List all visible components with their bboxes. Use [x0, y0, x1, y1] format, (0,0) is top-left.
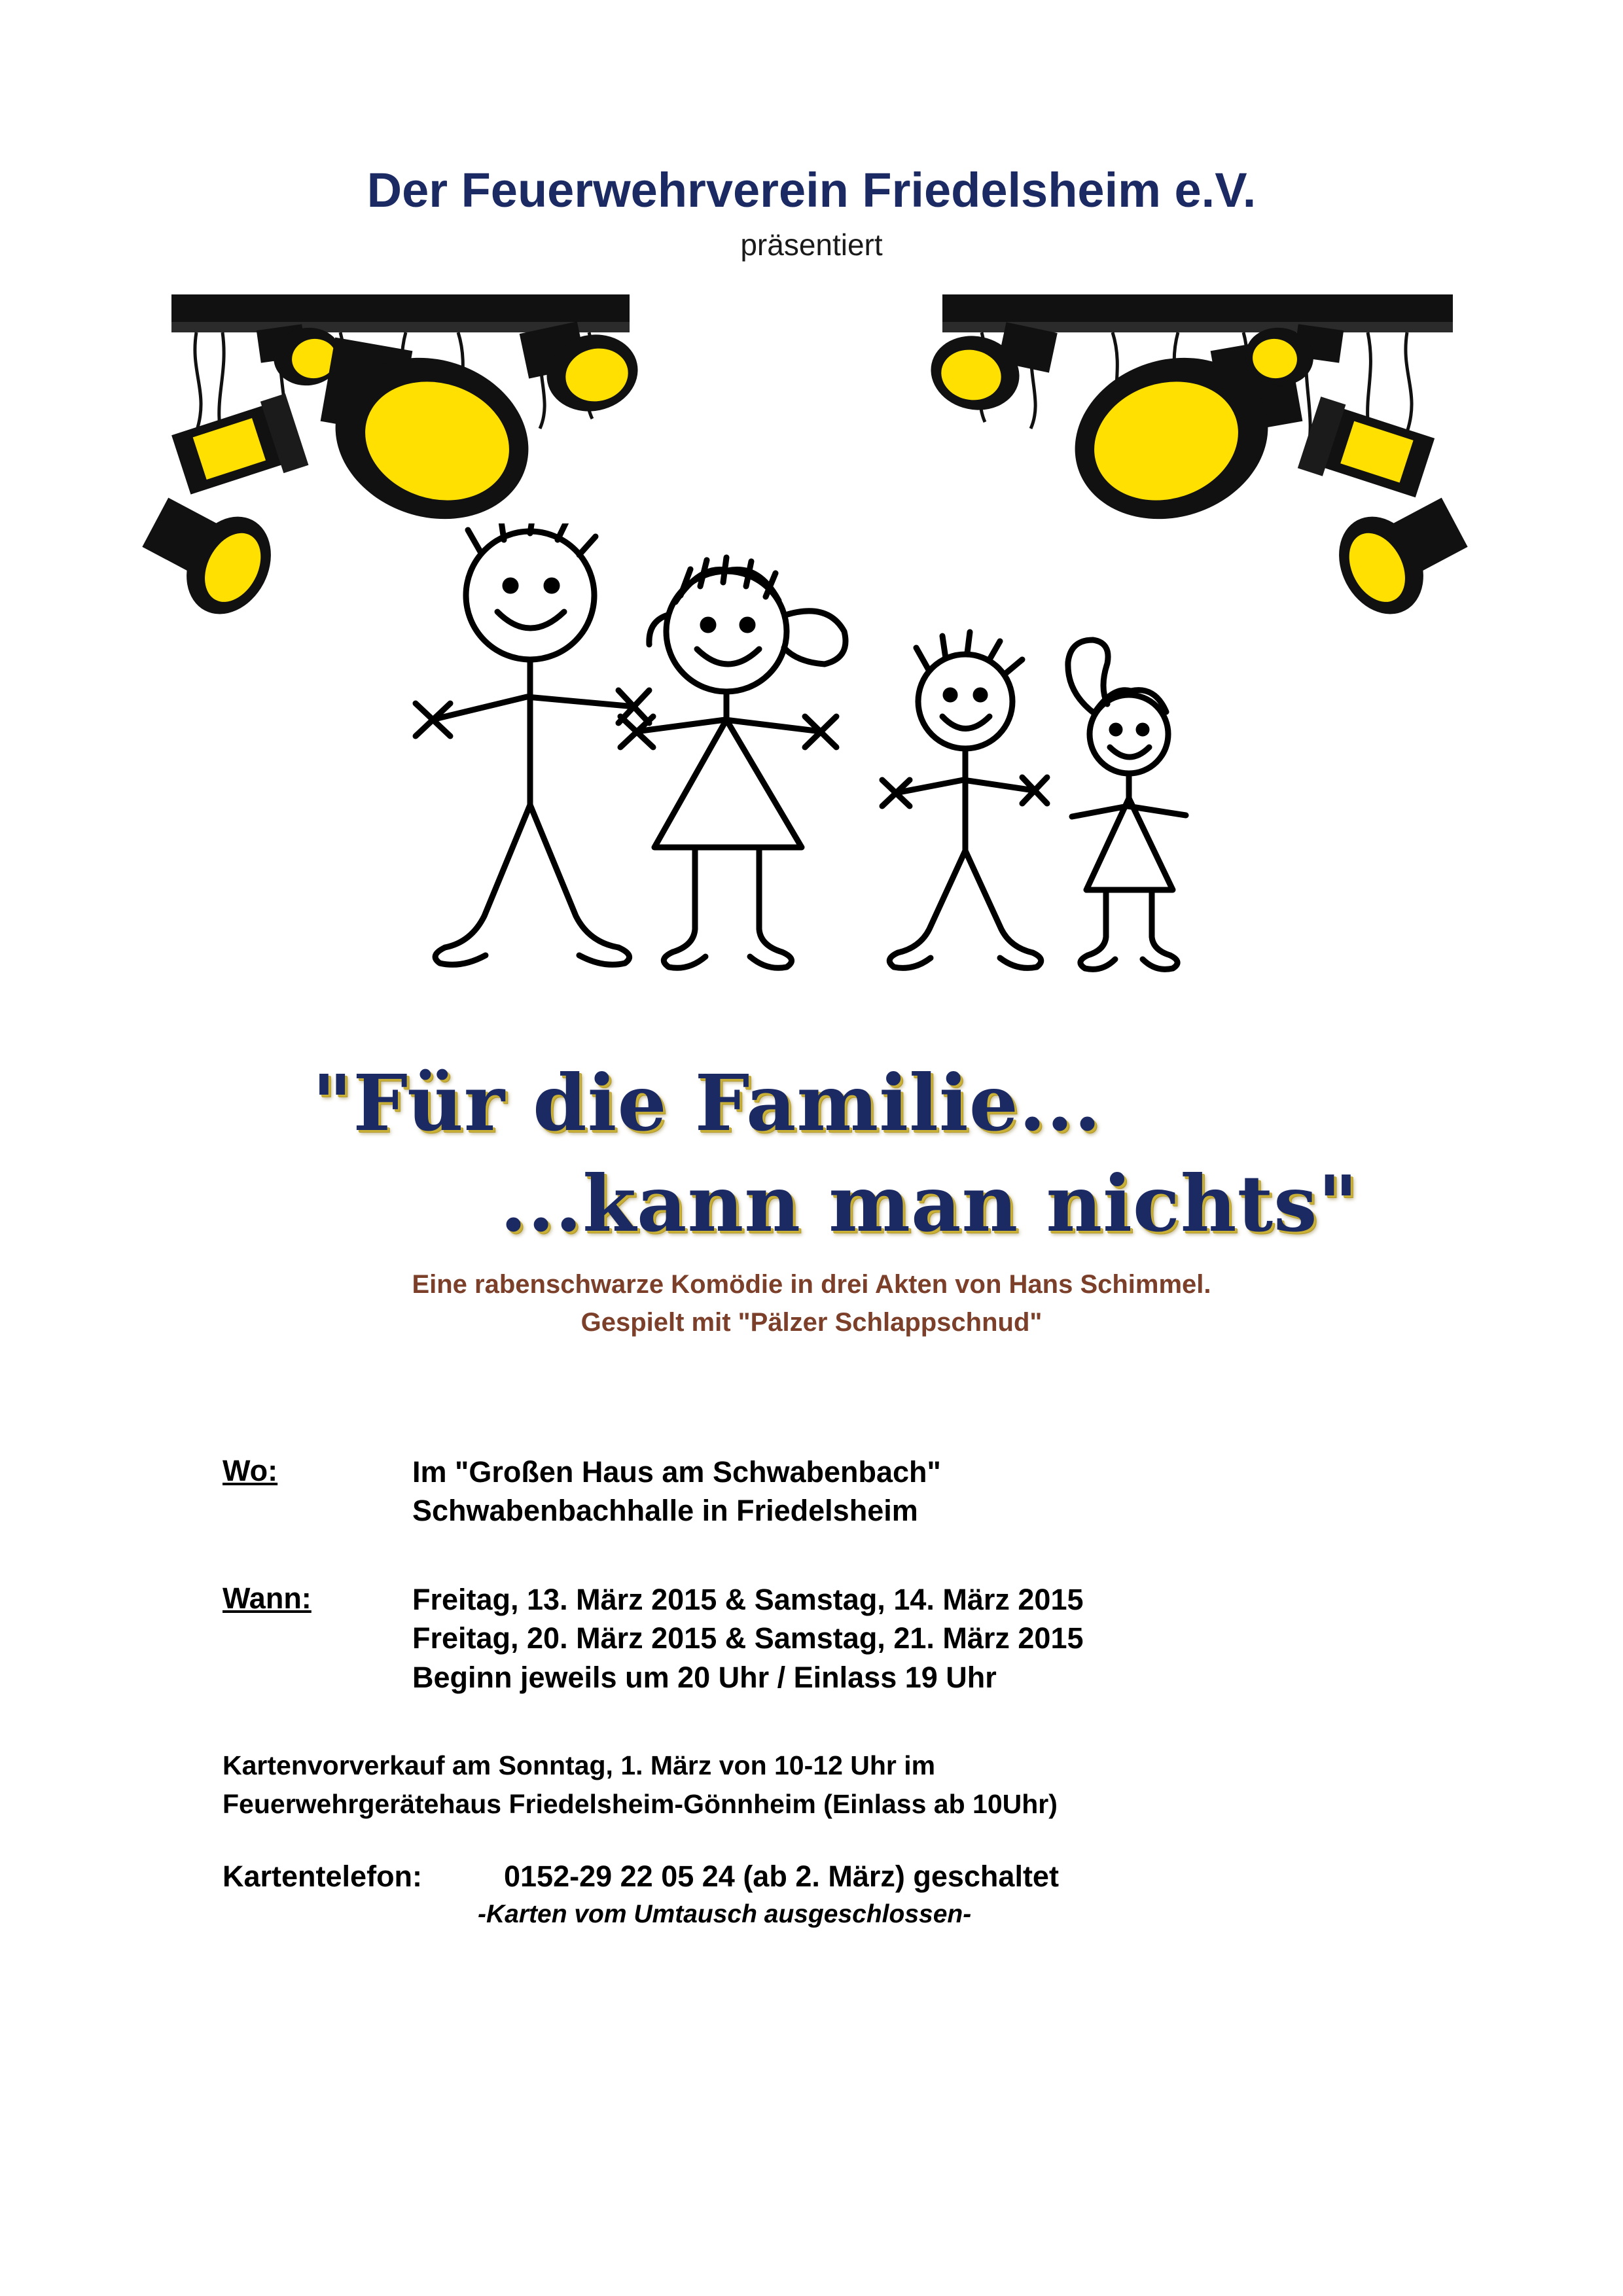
spacer	[223, 1824, 1466, 1860]
play-subtitle	[0, 1265, 1623, 1341]
ticket-phone-label: Kartentelefon:	[223, 1859, 423, 1893]
presale-line2: Feuerwehrgerätehaus Friedelsheim-Gönnheim (Einlass ab 10Uhr)	[223, 1789, 1058, 1820]
spacer	[223, 1534, 1466, 1580]
spacer	[223, 1701, 1466, 1746]
presale-note	[223, 1746, 1466, 1824]
ticket-disclaimer: -Karten vom Umtausch ausgeschlossen-	[478, 1899, 972, 1928]
dates-label: Wann:	[223, 1581, 312, 1615]
dates-line1: Freitag, 13. März 2015 & Samstag, 14. März 2015	[412, 1582, 1084, 1616]
ticket-phone-value: 0152-29 22 05 24 (ab 2. März) geschaltet	[504, 1859, 1059, 1893]
play-title	[0, 1057, 1623, 1250]
venue-label: Wo:	[223, 1454, 278, 1487]
poster-header	[0, 164, 1623, 262]
play-title-block	[0, 1057, 1623, 1341]
dates-line2: Freitag, 20. März 2015 & Samstag, 21. März 2015	[412, 1621, 1084, 1655]
organization-title: Der Feuerwehrverein Friedelsheim e.V.	[366, 163, 1257, 217]
play-subtitle-line2: Gespielt mit "Pälzer Schlappschnud"	[580, 1308, 1043, 1337]
dates-line3: Beginn jeweils um 20 Uhr / Einlass 19 Uhr	[412, 1660, 997, 1694]
play-title-line1: "Für die Familie...	[312, 1057, 1102, 1148]
venue-values	[412, 1453, 1466, 1530]
play-title-line2: ...kann man nichts"	[500, 1158, 1359, 1250]
venue-line1: Im "Großen Haus am Schwabenbach"	[412, 1455, 941, 1489]
dates-row	[223, 1580, 1466, 1697]
stick-figure-family-icon	[393, 523, 1276, 1021]
event-details	[223, 1453, 1466, 1929]
presale-line1: Kartenvorverkauf am Sonntag, 1. März von 10-12 Uhr im	[223, 1750, 936, 1780]
play-subtitle-line1: Eine rabenschwarze Komödie in drei Akten von Hans Schimmel.	[412, 1270, 1211, 1299]
presents-label: präsentiert	[740, 228, 883, 262]
venue-line2: Schwabenbachhalle in Friedelsheim	[412, 1494, 918, 1528]
ticket-phone-row	[223, 1860, 1466, 1894]
dates-values	[412, 1580, 1466, 1697]
venue-row	[223, 1453, 1466, 1530]
